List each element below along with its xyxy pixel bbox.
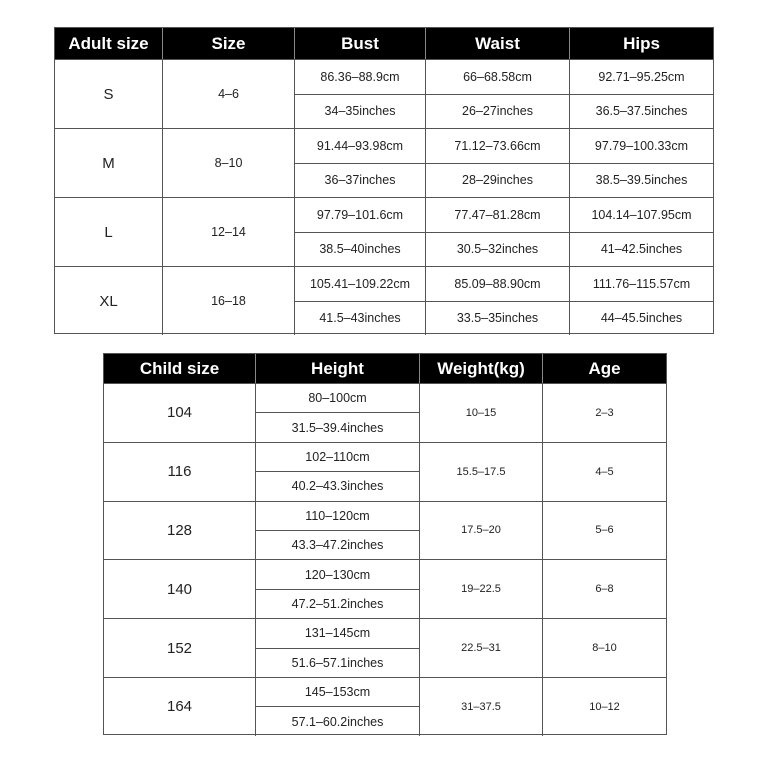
waist-cm: 85.09–88.90cm bbox=[454, 276, 541, 291]
bust-cell bbox=[294, 198, 425, 266]
child-size-label: 152 bbox=[166, 639, 193, 657]
age-range: 4–5 bbox=[542, 443, 666, 501]
height-cm: 110–120cm bbox=[305, 508, 370, 523]
age-range: 8–10 bbox=[542, 619, 666, 677]
child-header-row bbox=[104, 354, 666, 383]
waist-cell bbox=[425, 129, 569, 197]
waist-inches: 33.5–35inches bbox=[426, 301, 569, 336]
header-waist: Waist bbox=[425, 28, 569, 59]
child-size-label: 140 bbox=[166, 580, 193, 598]
bust-cm: 86.36–88.9cm bbox=[320, 69, 400, 84]
child-size-label: 128 bbox=[166, 521, 193, 539]
size-range: 12–14 bbox=[162, 198, 294, 266]
adult-size-label: XL bbox=[99, 292, 118, 310]
child-size-label: 164 bbox=[166, 698, 193, 716]
size-range: 4–6 bbox=[162, 60, 294, 128]
height-cell bbox=[255, 502, 419, 560]
adult-size-label: L bbox=[104, 223, 113, 241]
bust-inches: 34–35inches bbox=[295, 94, 425, 129]
hips-cm: 97.79–100.33cm bbox=[594, 138, 689, 153]
weight-range: 17.5–20 bbox=[419, 502, 542, 560]
height-inches: 51.6–57.1inches bbox=[256, 648, 419, 677]
hips-inches: 44–45.5inches bbox=[570, 301, 713, 336]
header-height: Height bbox=[255, 354, 419, 383]
size-range: 16–18 bbox=[162, 267, 294, 335]
hips-cell bbox=[569, 60, 713, 128]
height-cm: 145–153cm bbox=[304, 685, 371, 700]
height-inches: 31.5–39.4inches bbox=[256, 412, 419, 441]
header-size: Size bbox=[162, 28, 294, 59]
height-inches: 47.2–51.2inches bbox=[256, 589, 419, 618]
header-age: Age bbox=[542, 354, 666, 383]
waist-cm: 77.47–81.28cm bbox=[454, 207, 541, 222]
bust-inches: 38.5–40inches bbox=[295, 232, 425, 267]
child-table-body bbox=[104, 383, 666, 736]
hips-cell bbox=[569, 129, 713, 197]
header-bust: Bust bbox=[294, 28, 425, 59]
size-range: 8–10 bbox=[162, 129, 294, 197]
waist-cell bbox=[425, 198, 569, 266]
table-row bbox=[104, 618, 666, 677]
adult-size-label: S bbox=[103, 85, 114, 103]
waist-inches: 26–27inches bbox=[426, 94, 569, 129]
table-row bbox=[104, 383, 666, 442]
bust-cell bbox=[294, 60, 425, 128]
bust-cm: 105.41–109.22cm bbox=[309, 276, 411, 291]
hips-inches: 36.5–37.5inches bbox=[570, 94, 713, 129]
bust-cell bbox=[294, 129, 425, 197]
table-row bbox=[55, 128, 713, 197]
hips-cell bbox=[569, 267, 713, 335]
header-adult-size: Adult size bbox=[68, 33, 149, 53]
header-weight: Weight(kg) bbox=[419, 354, 542, 383]
height-inches: 40.2–43.3inches bbox=[256, 471, 419, 500]
waist-cm: 66–68.58cm bbox=[463, 69, 532, 84]
weight-range: 10–15 bbox=[419, 384, 542, 442]
bust-inches: 36–37inches bbox=[295, 163, 425, 198]
bust-cm: 91.44–93.98cm bbox=[316, 138, 404, 153]
height-cell bbox=[255, 678, 419, 736]
table-row bbox=[104, 501, 666, 560]
bust-cell bbox=[294, 267, 425, 335]
waist-cell bbox=[425, 60, 569, 128]
height-cm: 131–145cm bbox=[304, 626, 371, 641]
height-cm: 102–110cm bbox=[305, 450, 370, 464]
hips-cm: 111.76–115.57cm bbox=[592, 276, 691, 291]
table-row bbox=[55, 197, 713, 266]
waist-inches: 28–29inches bbox=[426, 163, 569, 198]
weight-range: 31–37.5 bbox=[419, 678, 542, 736]
age-range: 2–3 bbox=[542, 384, 666, 442]
age-range: 6–8 bbox=[542, 560, 666, 618]
child-size-table bbox=[103, 353, 667, 735]
height-cell bbox=[255, 443, 419, 501]
height-cell bbox=[255, 560, 419, 618]
height-inches: 57.1–60.2inches bbox=[256, 706, 419, 735]
waist-inches: 30.5–32inches bbox=[426, 232, 569, 267]
age-range: 5–6 bbox=[542, 502, 666, 560]
bust-cm: 97.79–101.6cm bbox=[316, 207, 404, 222]
adult-size-label: M bbox=[102, 154, 115, 172]
bust-inches: 41.5–43inches bbox=[295, 301, 425, 336]
table-row bbox=[55, 59, 713, 128]
height-cm: 120–130cm bbox=[304, 567, 371, 582]
table-row bbox=[104, 559, 666, 618]
table-row bbox=[104, 442, 666, 501]
age-range: 10–12 bbox=[542, 678, 666, 736]
weight-range: 22.5–31 bbox=[419, 619, 542, 677]
height-inches: 43.3–47.2inches bbox=[256, 530, 419, 559]
hips-inches: 41–42.5inches bbox=[570, 232, 713, 267]
table-row bbox=[104, 677, 666, 736]
hips-cm: 92.71–95.25cm bbox=[598, 69, 685, 84]
header-child-size: Child size bbox=[139, 358, 220, 378]
height-cell bbox=[255, 619, 419, 677]
height-cell bbox=[255, 384, 419, 442]
child-size-label: 104 bbox=[166, 404, 193, 422]
adult-header-row bbox=[55, 28, 713, 59]
table-row bbox=[55, 266, 713, 335]
waist-cm: 71.12–73.66cm bbox=[454, 138, 541, 153]
hips-inches: 38.5–39.5inches bbox=[570, 163, 713, 198]
child-size-label: 116 bbox=[167, 463, 192, 481]
height-cm: 80–100cm bbox=[308, 391, 367, 406]
header-hips: Hips bbox=[569, 28, 713, 59]
weight-range: 15.5–17.5 bbox=[419, 443, 542, 501]
adult-table-body bbox=[55, 59, 713, 335]
hips-cell bbox=[569, 198, 713, 266]
adult-size-table bbox=[54, 27, 714, 334]
hips-cm: 104.14–107.95cm bbox=[591, 207, 692, 222]
weight-range: 19–22.5 bbox=[419, 560, 542, 618]
waist-cell bbox=[425, 267, 569, 335]
